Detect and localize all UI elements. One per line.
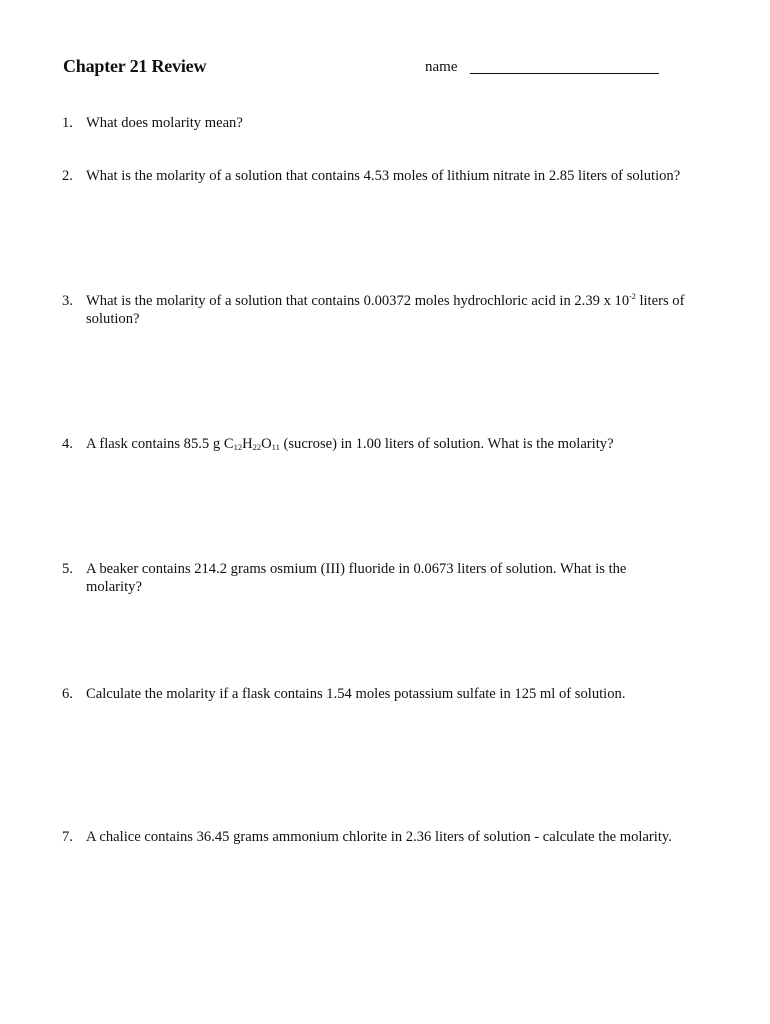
question-2 bbox=[62, 167, 722, 185]
question-text-part: What is the molarity of a solution that contains 0.00372 moles hydrochloric acid in 2.39 x 10 bbox=[86, 293, 630, 309]
question-4 bbox=[62, 435, 722, 453]
question-5 bbox=[62, 560, 662, 596]
subscript: 12 bbox=[233, 442, 243, 452]
question-text: What is the molarity of a solution that contains 4.53 moles of lithium nitrate in 2.85 liters of solution? bbox=[86, 168, 681, 184]
subscript: 11 bbox=[271, 442, 280, 452]
exponent: -2 bbox=[629, 292, 636, 301]
question-text-part: A flask contains 85.5 g C bbox=[86, 436, 234, 452]
question-text: What does molarity mean? bbox=[86, 115, 243, 131]
question-number: 1. bbox=[62, 115, 73, 131]
question-1 bbox=[62, 114, 722, 132]
page-title: Chapter 21 Review bbox=[63, 56, 207, 76]
question-text: A beaker contains 214.2 grams osmium (III) fluoride in 0.0673 liters of solution. What is the molarity? bbox=[86, 561, 627, 595]
question-text: A chalice contains 36.45 grams ammonium chlorite in 2.36 liters of solution - calculate the molarity. bbox=[86, 829, 672, 845]
question-number: 5. bbox=[62, 561, 73, 577]
question-number: 2. bbox=[62, 168, 73, 184]
question-7 bbox=[62, 828, 722, 846]
question-number: 3. bbox=[62, 293, 73, 309]
question-number: 7. bbox=[62, 829, 73, 845]
question-number: 6. bbox=[62, 686, 73, 702]
question-number: 4. bbox=[62, 436, 73, 452]
name-blank-line bbox=[470, 73, 659, 74]
question-6 bbox=[62, 685, 722, 703]
question-text-part: (sucrose) in 1.00 liters of solution. What is the molarity? bbox=[279, 436, 614, 452]
subscript: 22 bbox=[252, 442, 262, 452]
question-text-part: H bbox=[242, 436, 253, 452]
question-3 bbox=[62, 292, 722, 328]
question-text bbox=[86, 435, 722, 453]
question-text-part: O bbox=[261, 436, 272, 452]
question-text-part: liters of solution? bbox=[86, 293, 685, 327]
question-text bbox=[86, 292, 722, 328]
name-label: name bbox=[425, 59, 458, 75]
question-text: Calculate the molarity if a flask contains 1.54 moles potassium sulfate in 125 ml of solution. bbox=[86, 686, 626, 702]
